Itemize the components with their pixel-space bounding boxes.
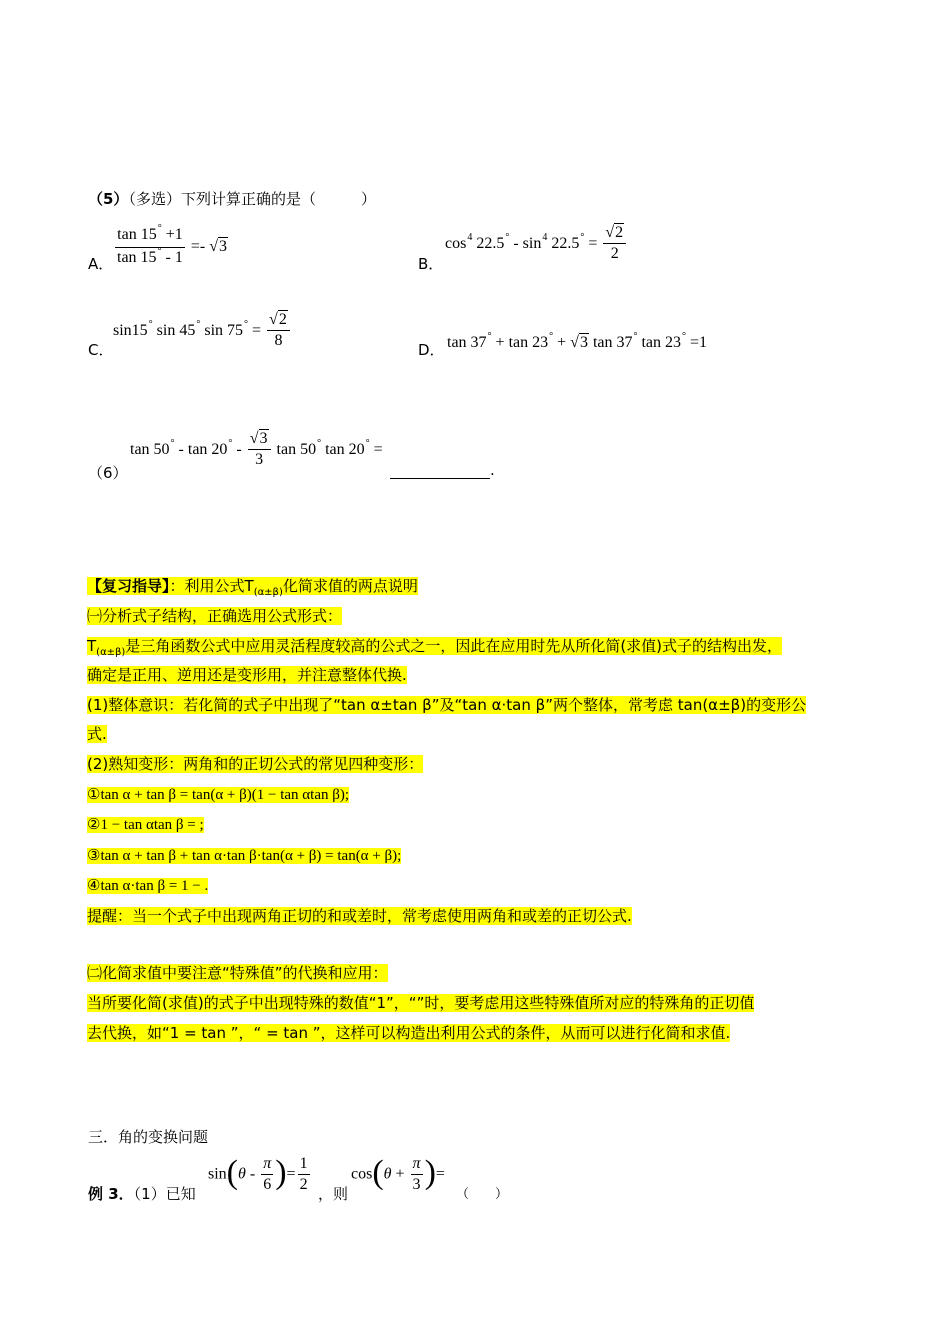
option-c-formula: sin15° sin 45° sin 75° = $\frac{√2}{8}$	[113, 311, 292, 350]
guide-formula-1: ①tan α + tan β = tan(α + β)(1 − tan αtan β);	[87, 787, 350, 803]
guide-title-line: 【复习指导】：利用公式$T_{(\alpha\pm\beta)}$化简求值的两点说明	[87, 577, 418, 598]
guide-formula-2: ②1 − tan αtan β = ;	[87, 817, 204, 833]
guide-s2-line2: 去代换，如“1 = tan ”，“ = tan ”，这样可以构造出利用公式的条件，从而可以进行化简和求值.	[87, 1024, 731, 1042]
option-d-formula: tan 37° + tan 23° + √3 tan 37° tan 23° =1	[447, 331, 708, 351]
option-c-letter: C．	[88, 341, 114, 359]
guide-s1-line3: (1)整体意识：若化简的式子中出现了“tan α±tan β”及“tan α·tan β”两个整体，常考虑 tan(α±β)的变形公	[87, 696, 807, 714]
guide-section1-title: ㈠分析式子结构，正确选用公式形式：	[87, 607, 343, 625]
guide-formula-3: ③tan α + tan β + tan α·tan β·tan(α + β) = tan(α + β);	[87, 848, 402, 864]
q6-answer-blank[interactable]: .	[390, 460, 495, 479]
ex3-answer-paren[interactable]: （ ）	[456, 1187, 509, 1202]
ex3-label: 例 3．	[88, 1185, 134, 1203]
ex3-then: ，则	[318, 1185, 349, 1203]
option-a-letter: A．	[88, 255, 114, 273]
guide-s1-line5: (2)熟知变形：两角和的正切公式的常见四种变形：	[87, 755, 424, 773]
q6-label: （6）	[88, 464, 128, 482]
q5-stem	[88, 188, 376, 209]
option-a-formula: $\frac{\tan 15^\circ +1}{\tan 15^\circ - 1}$ =- √3	[117, 223, 228, 266]
q5-text: （多选）下列计算正确的是（ ）	[128, 190, 376, 208]
option-b-letter: B．	[418, 255, 444, 273]
guide-section2-title: ㈡化简求值中要注意“特殊值”的代换和应用：	[87, 964, 388, 982]
guide-s1-line4: 式.	[87, 725, 107, 743]
option-d-letter: D．	[418, 341, 445, 359]
guide-s1-line1: $T_{(\alpha\pm\beta)}$是三角函数公式中应用灵活程度较高的公式之一，因此在应用时先从所化简(求值)式子的结构出发，	[87, 637, 783, 658]
section3-heading: 三．角的变换问题	[88, 1128, 209, 1146]
q5-label: （5）	[88, 190, 129, 208]
guide-formula-4: ④tan α·tan β = 1 − .	[87, 878, 209, 894]
guide-s2-line1: 当所要化简(求值)的式子中出现特殊的数值“1”，“”时，要考虑用这些特殊值所对应的特殊角的正切值	[87, 994, 755, 1012]
option-b-formula: $\cos^4 22.5^\circ - \sin^4 22.5^\circ$ = $\frac{√2}{2}$	[445, 224, 628, 263]
ex3-stem	[88, 1183, 196, 1204]
guide-s1-line2: 确定是正用、逆用还是变形用，并注意整体代换.	[87, 666, 407, 684]
q6-formula: tan 50° - tan 20° - $\frac{√3}{3}$ tan 50° tan 20° =	[130, 430, 383, 468]
ex3-sub: （1）已知	[133, 1185, 196, 1203]
ex3-target-formula: cos(θ + $\frac{\pi}{3}$ )=	[351, 1153, 445, 1193]
ex3-given-formula: sin(θ - $\frac{\pi}{6}$ )= $\frac{1}{2}$	[208, 1153, 308, 1193]
guide-tip: 提醒：当一个式子中出现两角正切的和或差时，常考虑使用两角和或差的正切公式.	[87, 907, 632, 925]
guide-title: 【复习指导】	[87, 577, 170, 595]
